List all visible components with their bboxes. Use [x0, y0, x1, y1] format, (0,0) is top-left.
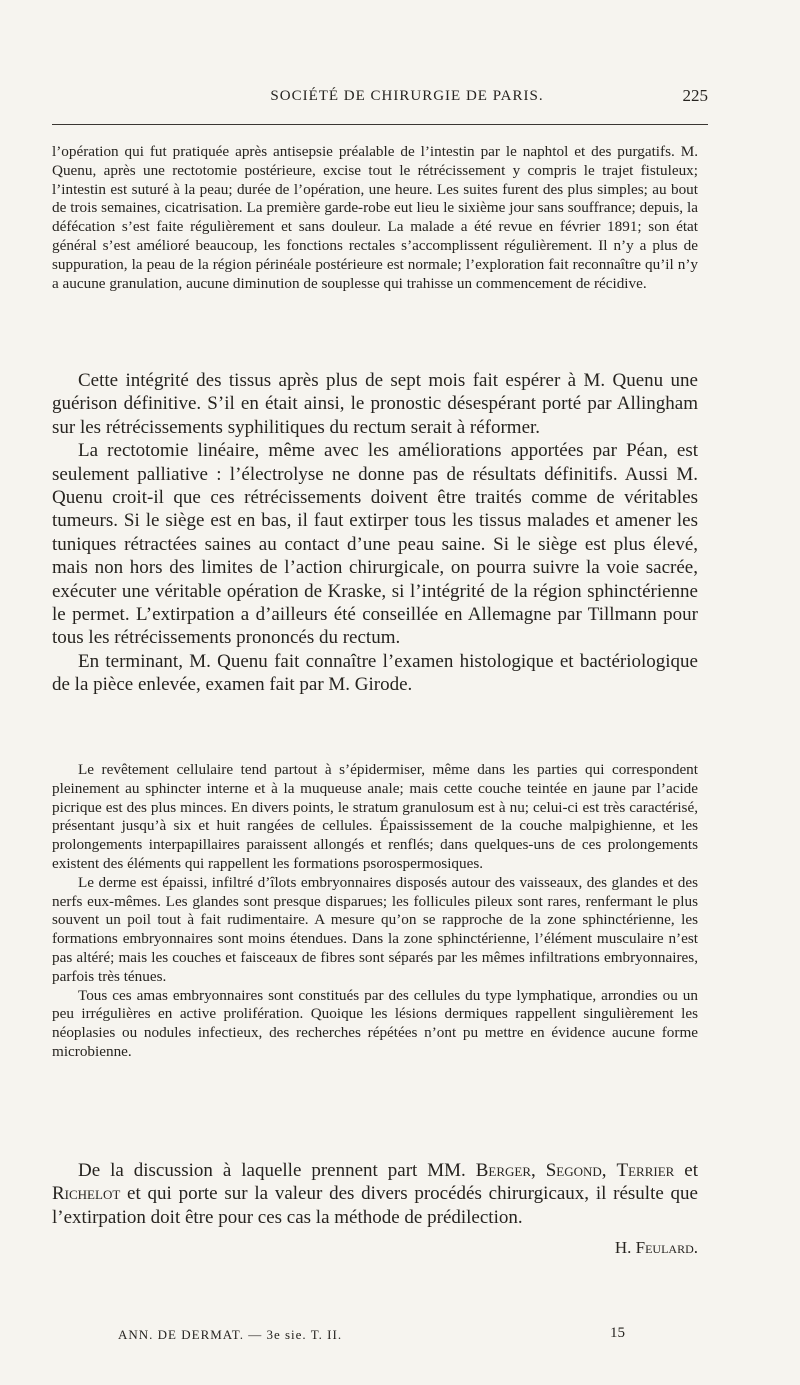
- case-report-block: [52, 143, 698, 293]
- paragraph-discussion: [52, 1159, 698, 1229]
- signature-mark: 15: [610, 1325, 625, 1341]
- discussion-text-start: De la discussion à laquelle prennent part MM.: [78, 1160, 476, 1181]
- journal-footer: ANN. DE DERMAT. — 3e sie. T. II.: [118, 1327, 343, 1342]
- author-signature: H. Feulard.: [614, 1238, 698, 1257]
- discussion-block: [52, 1159, 698, 1229]
- running-title: SOCIÉTÉ DE CHIRURGIE DE PARIS.: [270, 88, 544, 104]
- surgeon-name-berger: Berger: [475, 1160, 532, 1181]
- paragraph-treatment: La rectotomie linéaire, même avec les améliorations apportées par Péan, est seulement palliative : l’électrolyse ne donne pas de résultats définitifs. Aussi M. Quenu croit-il que ces rétrécissements doivent être traités comme de véritables tumeurs. Si le siège est en bas, il faut extirper tous les tissus malades et amener les tuniques rétractées saines au contact d’une peau saine. Si le siège est plus élevé, mais non hors des limites de l’action chirurgicale, on pourra suivre la voie sacrée, exécuter une véritable opération de Kraske, si l’intégrité de la région sphinctérienne le permet. L’extirpation a d’ailleurs été conseillée en Allemagne par Tillmann pour tous les rétrécissements prononcés du rectum.: [52, 440, 698, 649]
- surgeon-name-segond: Segond: [545, 1160, 602, 1181]
- paragraph-operation: l’opération qui fut pratiquée après antisepsie préalable de l’intestin par le naphtol et des purgatifs. M. Quenu, après une rectotomie postérieure, excise tout le rétrécissement y compris le trajet fistuleux; l’intestin est suturé à la peau; durée de l’opération, une heure. Les suites furent des plus simples; au bout de trois semaines, cicatrisation. La première garde-robe eut lieu le sixième jour sans souffrance; depuis, la défécation s’est faite régulièrement et sans douleur. La malade a été revue en février 1891; son état général s’est amélioré beaucoup, les fonctions rectales s’accomplissent régulièrement. Il n’y a plus de suppuration, la peau de la région périnéale postérieure est normale; l’exploration fait reconnaître qu’il n’y a aucune granulation, aucune diminution de souplesse qui trahisse un commencement de récidive.: [52, 143, 698, 292]
- histology-block: [52, 761, 698, 1062]
- page-number: 225: [682, 86, 708, 105]
- discussion-separator: ,: [601, 1160, 617, 1181]
- discussion-separator: et: [674, 1160, 699, 1181]
- surgeon-name-richelot: Richelot: [52, 1183, 121, 1205]
- discussion-separator: ,: [531, 1160, 546, 1181]
- paragraph-prognosis: Cette intégrité des tissus après plus de sept mois fait espérer à M. Quenu une guérison définitive. S’il en était ainsi, le pronostic désespérant porté par Allingham sur les rétrécissements syphilitiques du rectum serait à réformer.: [52, 370, 698, 438]
- paragraph-embryonic-cells: Tous ces amas embryonnaires sont constitués par des cellules du type lymphatique, arrondies ou un peu irrégulières en active prolifération. Quoique les lésions dermiques rappellent singulièrement les néoplasies ou nodules infectieux, des recherches répétées n’ont pu mettre en évidence aucune forme microbienne.: [52, 986, 698, 1060]
- paragraph-epidermis: Le revêtement cellulaire tend partout à s’épidermiser, même dans les parties qui correspondent pleinement au sphincter interne et à la muqueuse anale; mais cette couche teintée en jaune par l’acide picrique est des plus minces. En divers points, le stratum granulosum est à nu; celui-ci est très caractérisé, présentant jusqu’à six et huit rangées de cellules. Épaississement de la couche malpighienne, et les prolongements interpapillaires paraissent allongés et renflés; dans quelques-uns de ces prolongements existent des éléments qui rappellent les formations psorospermosiques.: [52, 761, 698, 872]
- paragraph-derme: Le derme est épaissi, infiltré d’îlots embryonnaires disposés autour des vaisseaux, des glandes et des nerfs eux-mêmes. Les glandes sont presque disparues; les follicules pileux sont rares, renfermant le plus souvent un poil tout à fait rudimentaire. A mesure qu’on se rapproche de la zone sphinctérienne, les formations embryonnaires sont moins étendues. Dans la zone sphinctérienne, l’élément musculaire n’est pas altéré; mais les couches et faisceaux de fibres sont séparés par les mêmes infiltrations embryonnaires, parfois très ténues.: [52, 873, 698, 985]
- page-header: [52, 88, 708, 112]
- commentary-block: [52, 369, 698, 697]
- discussion-text-end: et qui porte sur la valeur des divers procédés chirurgicaux, il résulte que l’extirpation doit être pour ces cas la méthode de prédilection.: [52, 1183, 698, 1228]
- surgeon-name-terrier: Terrier: [616, 1160, 675, 1181]
- paragraph-histology-intro: En terminant, M. Quenu fait connaître l’examen histologique et bactériologique de la pièce enlevée, examen fait par M. Girode.: [52, 650, 698, 696]
- header-rule: [52, 124, 708, 125]
